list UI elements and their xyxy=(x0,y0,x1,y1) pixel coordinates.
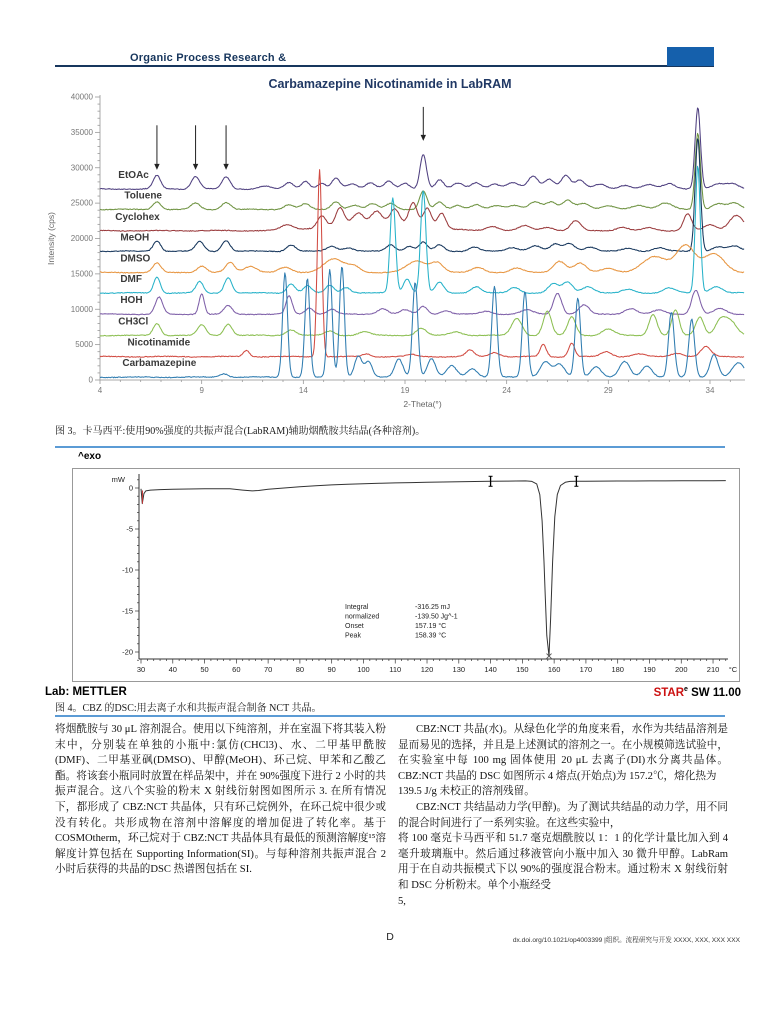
svg-text:DMSO: DMSO xyxy=(120,253,151,265)
svg-text:°C: °C xyxy=(728,665,738,674)
svg-text:20000: 20000 xyxy=(70,234,93,243)
svg-text:29: 29 xyxy=(603,386,613,395)
svg-text:-316.25 mJ: -316.25 mJ xyxy=(415,604,451,611)
svg-text:-20: -20 xyxy=(122,647,133,657)
svg-text:9: 9 xyxy=(199,386,204,395)
header-rule xyxy=(55,65,714,67)
svg-text:DMF: DMF xyxy=(120,274,143,286)
exo-axis-label: ^exo xyxy=(78,451,102,462)
svg-text:24: 24 xyxy=(502,386,512,395)
svg-text:158.39 °C: 158.39 °C xyxy=(415,632,447,640)
svg-text:-5: -5 xyxy=(126,524,133,534)
svg-text:2-Theta(°): 2-Theta(°) xyxy=(403,399,442,409)
svg-text:30: 30 xyxy=(136,665,146,674)
svg-text:HOH: HOH xyxy=(120,295,143,307)
svg-text:CH3Cl: CH3Cl xyxy=(118,316,149,328)
star-brand: STAR xyxy=(653,686,685,699)
svg-text:160: 160 xyxy=(547,665,561,674)
figure-4-caption: 图 4。CBZ 的DSC:用去离子水和共振声混合制备 NCT 共晶。 xyxy=(55,703,322,714)
svg-text:180: 180 xyxy=(611,665,624,674)
figure-3-xrpd-chart xyxy=(40,92,770,422)
xrpd-chart-title: Carbamazepine Nicotinamide in LabRAM xyxy=(268,77,512,91)
svg-text:30000: 30000 xyxy=(70,163,93,173)
section-divider xyxy=(55,446,725,448)
svg-text:110: 110 xyxy=(389,665,402,674)
svg-text:-15: -15 xyxy=(122,606,133,616)
body-paragraph: 139.5 J/g 未校正的溶剂残留。 xyxy=(398,786,535,798)
dsc-instrument-row xyxy=(45,686,741,699)
svg-text:157.19 °C: 157.19 °C xyxy=(415,623,447,630)
svg-text:4: 4 xyxy=(97,386,103,395)
svg-text:14: 14 xyxy=(298,386,308,395)
svg-text:70: 70 xyxy=(263,665,273,674)
star-superscript: e xyxy=(684,686,688,693)
svg-text:25000: 25000 xyxy=(70,198,93,208)
svg-text:Peak: Peak xyxy=(345,632,361,640)
body-column-right xyxy=(398,722,728,909)
journal-header-title: Organic Process Research & xyxy=(130,52,287,64)
body-paragraph: 将 100 毫克卡马西平和 51.7 毫克烟酰胺以 1：1 的化学计量比加入到 4 毫升玻璃瓶中。然后通过移液管向小瓶中加入 30 微升甲醇。LabRam 用于在自动共振模式下以 90%的强度混合粉末。通过粉末 X 射线衍射和 DSC 分析粉末。单个小瓶经受 xyxy=(398,833,728,891)
xrpd-plot xyxy=(40,92,770,422)
svg-text:Nicotinamide: Nicotinamide xyxy=(127,337,191,349)
svg-text:normalized: normalized xyxy=(345,613,380,621)
svg-text:40: 40 xyxy=(168,665,177,674)
svg-text:Onset: Onset xyxy=(345,623,364,630)
svg-text:150: 150 xyxy=(516,665,529,674)
svg-text:60: 60 xyxy=(232,665,241,674)
doi-footer-text: dx.doi.org/10.1021/op4003399 |组织。流程研究与开发 XXXX, XXX, XXX XXX xyxy=(512,937,740,944)
software-label xyxy=(654,686,741,699)
svg-text:100: 100 xyxy=(357,665,370,674)
figure-3-caption: 图 3。卡马西平:使用90%强度的共振声混合(LabRAM)辅助烟酰胺共结晶(各种溶剂)。 xyxy=(55,426,426,437)
svg-text:Cyclohex: Cyclohex xyxy=(115,211,160,223)
svg-text:Carbamazepine: Carbamazepine xyxy=(122,358,197,370)
page-number: D xyxy=(386,931,394,943)
svg-text:Toluene: Toluene xyxy=(124,190,162,202)
body-paragraph: CBZ:NCT 共晶(水)。从绿色化学的角度来看，水作为共结晶溶剂是显而易见的选择，并且是上述测试的溶剂之一。在小规模筛选试验中，在实验室中每 100 mg 固体使用 20 μL 去离子(DI)水分离共晶体。CBZ:NCT 共晶的 DSC 如图所示 4 熔点(开始点)为 157.2℃，熔化热为 xyxy=(398,724,728,782)
svg-text:mW: mW xyxy=(111,475,125,484)
software-version: SW 11.00 xyxy=(687,686,741,699)
svg-text:90: 90 xyxy=(327,665,336,674)
svg-text:19: 19 xyxy=(400,386,410,395)
body-column-left xyxy=(55,722,386,878)
lab-label: Lab: METTLER xyxy=(45,686,127,698)
svg-text:10000: 10000 xyxy=(70,304,93,314)
svg-text:35000: 35000 xyxy=(70,127,93,137)
svg-text:80: 80 xyxy=(295,665,305,674)
svg-text:15000: 15000 xyxy=(70,269,93,279)
svg-text:0: 0 xyxy=(128,483,133,493)
body-paragraph: 5, xyxy=(398,895,406,907)
svg-text:170: 170 xyxy=(579,665,593,674)
section-divider xyxy=(55,715,725,717)
svg-text:Integral: Integral xyxy=(345,604,369,611)
dsc-plot xyxy=(73,469,739,681)
figure-4-dsc-chart xyxy=(72,468,740,682)
svg-text:210: 210 xyxy=(706,665,720,674)
header-accent-box xyxy=(667,47,714,66)
svg-text:140: 140 xyxy=(484,665,497,674)
svg-text:130: 130 xyxy=(452,665,466,674)
svg-text:EtOAc: EtOAc xyxy=(118,170,149,182)
body-paragraph: CBZ:NCT 共结晶动力学(甲醇)。为了测试共结晶的动力学，用不同的混合时间进行了一系列实验。在这些实验中， xyxy=(398,801,728,829)
svg-text:34: 34 xyxy=(705,386,715,395)
svg-text:0: 0 xyxy=(88,375,93,385)
svg-text:-10: -10 xyxy=(122,565,133,575)
svg-text:50: 50 xyxy=(200,665,209,674)
svg-text:MeOH: MeOH xyxy=(120,232,150,244)
svg-text:200: 200 xyxy=(675,665,688,674)
svg-text:190: 190 xyxy=(643,665,656,674)
svg-text:5000: 5000 xyxy=(75,340,93,350)
svg-text:Intensity (cps): Intensity (cps) xyxy=(46,212,56,265)
svg-text:40000: 40000 xyxy=(70,92,93,102)
svg-text:120: 120 xyxy=(420,665,434,674)
svg-text:-139.50 Jg^-1: -139.50 Jg^-1 xyxy=(415,613,458,621)
body-paragraph: 将烟酰胺与 30 μL 溶剂混合。使用以下纯溶剂，并在室温下将其装入粉末中，分别装在单独的小瓶中:氯仿(CHCl3)、水、二甲基甲酰胺(DMF)、二甲基亚砜(DMSO)、甲醇(MeOH)、环己烷、甲苯和乙酸乙酯。将该套小瓶同时放置在样品架中，并在 90%强度下进行 2 小时的共振声混合。这八个实验的粉末 X 射线衍射图如图所示 3. 在所有情况下，都形成了 CBZ:NCT 共晶体，只有环己烷例外，在环己烷中很少或没有转化。共形成物在溶剂中溶解度的增加促进了转化率。基于 COSMOtherm，环己烷对于 CBZ:NCT 共晶体具有最低的预测溶解度¹⁵溶解度计算包括在 Supporting Information(SI)。与每种溶剂共振声混合 2 小时后获得的共晶的DSC 热谱图包括在 SI. xyxy=(55,724,386,876)
